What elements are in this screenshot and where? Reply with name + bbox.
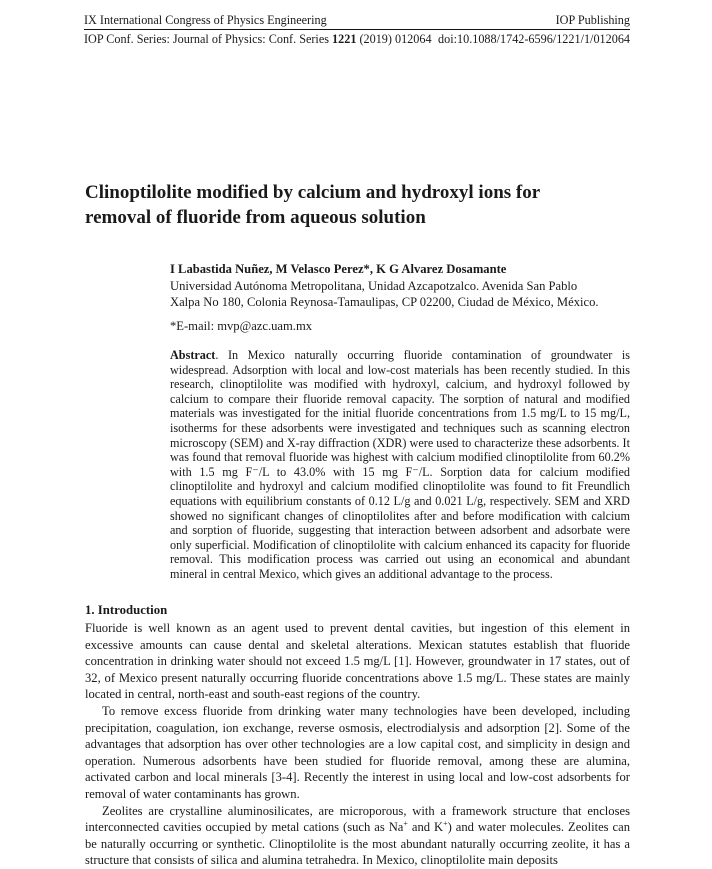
affiliation-line-1: Universidad Autónoma Metropolitana, Unidad Azcapotzalco. Avenida San Pablo <box>170 278 578 293</box>
abstract-text: . In Mexico naturally occurring fluoride contamination of groundwater is widespread. Adsorption with local and low-cost materials has been recently studied. In this research, clinoptilolite was modified with hydroxyl, calcium, and hydroxyl followed by calcium to compare their fluoride removal capacity. The sorption of natural and modified materials was investigated for the initial fluoride concentrations from 1.5 mg/L to 15 mg/L, isotherms for these adsorbents were investigated and techniques such as scanning electron microscopy (SEM) and X-ray diffraction (XDR) were used to characterize these adsorbents. It was found that removal fluoride was highest with calcium modified clinoptilolite from 60.2% with 1.5 mg F⁻/L to 43.0% with 15 mg F⁻/L. Sorption data for calcium modified clinoptilolite and hydroxyl and calcium modified clinoptilolite was found to fit Freundlich equations with equilibrium constants of 0.12 L/g and 0.021 L/g, respectively. SEM and XRD showed no significant changes of clinoptilolites after and before modification with calcium and sorption of fluoride, suggesting that interaction between adsorbent and adsorbate were only superficial. Modification of clinoptilolite with calcium enhanced its capacity for fluoride removal. This modification process was carried out using an economical and abundant mineral in central Mexico, which gives an additional advantage to the process. <box>170 348 630 581</box>
doi: doi:10.1088/1742-6596/1221/1/012064 <box>438 32 630 46</box>
conference-name: IX International Congress of Physics Engineering <box>84 13 327 27</box>
intro-paragraph-1: Fluoride is well known as an agent used to prevent dental cavities, but ingestion of this element in excessive amounts can cause dental and skeletal alterations. Mexican statutes establish that fluoride concentration in drinking water should not exceed 1.5 mg/L [1]. However, groundwater in 17 states, out of 32, of Mexico present naturally occurring fluoride concentrations above 1.5 mg/L. These states are mainly located in central, north-east and south-east regions of the country. <box>85 621 630 702</box>
volume-number: 1221 <box>332 32 357 46</box>
paper-title: Clinoptilolite modified by calcium and hydroxyl ions for removal of fluoride from aqueous solution <box>85 182 541 228</box>
author-names: I Labastida Nuñez, M Velasco Perez*, K G Alvarez Dosamante <box>170 262 507 276</box>
affiliation-line-2: Xalpa No 180, Colonia Reynosa-Tamaulipas, CP 02200, Ciudad de México, México. <box>170 295 599 309</box>
introduction-body <box>85 620 630 869</box>
corresponding-email: *E-mail: mvp@azc.uam.mx <box>170 319 313 333</box>
intro-paragraph-2: To remove excess fluoride from drinking water many technologies have been developed, including precipitation, coagulation, ion exchange, reverse osmosis, electrodialysis and adsorption [2]. Some of the advantages that adsorption has over other technologies are a low capital cost, and simplicity in design and operation. Numerous adsorbents have been studied for fluoride removal, among these are alumina, activated carbon and local minerals [3-4]. Recently the interest in using local and low-cost adsorbents for removal of water contaminants has grown. <box>85 703 630 801</box>
citation-line <box>84 32 630 47</box>
author-block <box>170 261 640 311</box>
running-header <box>84 13 630 30</box>
abstract <box>170 348 630 582</box>
series-info: IOP Conf. Series: Journal of Physics: Conf. Series 1221 (2019) 012064 <box>84 32 432 46</box>
intro-paragraph-3: Zeolites are crystalline aluminosilicates, are microporous, with a framework structure that encloses interconnected cavities occupied by metal cations (such as Na+ and K+) and water molecules. Zeolites can be naturally occurring or synthetic. Clinoptilolite is the most abundant naturally occurring zeolite, it has a structure that consists of silica and alumina tetrahedra. In Mexico, clinoptilolite main deposits <box>85 803 630 868</box>
abstract-label: Abstract <box>170 348 216 362</box>
section-heading-introduction: 1. Introduction <box>85 603 168 617</box>
publisher-name: IOP Publishing <box>555 13 630 27</box>
